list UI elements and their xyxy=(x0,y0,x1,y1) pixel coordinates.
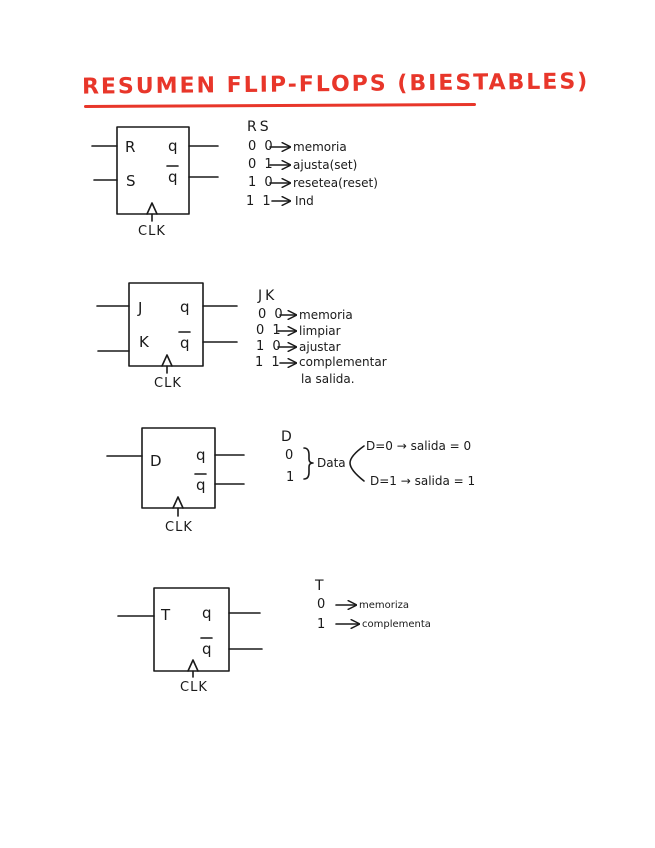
t-clock-label: CLK xyxy=(180,680,208,695)
page-title: RESUMEN FLIP-FLOPS (BIESTABLES) xyxy=(81,69,590,100)
t-row-2-desc: complementa xyxy=(362,619,431,630)
jk-row-2-desc: limpiar xyxy=(299,324,341,338)
t-row-1-bits: 0 xyxy=(317,597,328,612)
rs-row-3-desc: resetea(reset) xyxy=(293,176,378,190)
jk-row-1-desc: memoria xyxy=(299,308,353,322)
d-flipflop xyxy=(107,428,475,535)
d-case-1: D=1 → salida = 1 xyxy=(370,474,476,488)
d-table-header: D xyxy=(281,429,295,445)
t-clock-triangle xyxy=(188,660,198,671)
rs-table-header: RS xyxy=(247,119,272,135)
jk-row-3-desc: ajustar xyxy=(299,340,341,354)
t-row-1-desc: memoriza xyxy=(359,600,410,611)
t-flipflop xyxy=(118,578,431,695)
rs-truth-table xyxy=(246,139,378,209)
d-clock-label: CLK xyxy=(165,520,193,535)
d-output-qbar-label: q xyxy=(196,476,206,494)
t-input-label: T xyxy=(161,606,171,624)
d-value-1: 1 xyxy=(286,470,297,485)
rs-row-3-bits: 1 0 xyxy=(248,175,275,190)
rs-clock-triangle xyxy=(147,203,157,214)
t-row-2-bits: 1 xyxy=(317,617,328,632)
rs-row-4-desc: Ind xyxy=(295,194,314,208)
d-values-brace xyxy=(304,448,313,479)
t-block xyxy=(154,588,229,671)
t-output-qbar-label: q xyxy=(202,640,212,658)
jk-input-j-label: J xyxy=(138,299,143,317)
d-cases-bracket xyxy=(350,446,364,481)
jk-row-3-bits: 1 0 xyxy=(256,339,283,354)
jk-input-k-label: K xyxy=(139,333,149,351)
d-input-label: D xyxy=(150,452,162,470)
t-truth-table xyxy=(317,597,431,632)
t-output-q-label: q xyxy=(202,604,212,622)
rs-row-2-bits: 0 1 xyxy=(248,157,275,172)
d-value-0: 0 xyxy=(285,448,296,463)
d-case-0: D=0 → salida = 0 xyxy=(366,439,472,453)
rs-output-qbar-label: q xyxy=(168,168,178,186)
jk-row-4-bits: 1 1 xyxy=(255,355,282,370)
d-group-label: Data xyxy=(317,456,346,470)
jk-clock-triangle xyxy=(162,355,172,366)
jk-truth-table xyxy=(255,307,387,386)
rs-row-2-desc: ajusta(set) xyxy=(293,158,358,172)
t-table-header: T xyxy=(315,578,327,594)
jk-output-qbar-label: q xyxy=(180,334,190,352)
rs-clock-label: CLK xyxy=(138,224,166,239)
jk-table-header: JK xyxy=(258,288,278,304)
jk-row-1-bits: 0 0 xyxy=(258,307,285,322)
rs-output-q-label: q xyxy=(168,137,178,155)
rs-input-r-label: R xyxy=(125,138,136,156)
rs-flipflop xyxy=(92,119,378,239)
rs-row-1-bits: 0 0 xyxy=(248,139,275,154)
rs-input-s-label: S xyxy=(126,172,136,190)
jk-row-4-continuation: la salida. xyxy=(301,372,355,386)
jk-row-2-bits: 0 1 xyxy=(256,323,283,338)
jk-output-q-label: q xyxy=(180,298,190,316)
rs-row-1-desc: memoria xyxy=(293,140,347,154)
jk-block xyxy=(129,283,203,366)
jk-flipflop xyxy=(97,283,387,391)
jk-row-4-desc: complementar xyxy=(299,355,387,369)
jk-clock-label: CLK xyxy=(154,376,182,391)
d-clock-triangle xyxy=(173,497,183,508)
rs-row-4-bits: 1 1 xyxy=(246,194,273,209)
d-output-q-label: q xyxy=(196,446,206,464)
